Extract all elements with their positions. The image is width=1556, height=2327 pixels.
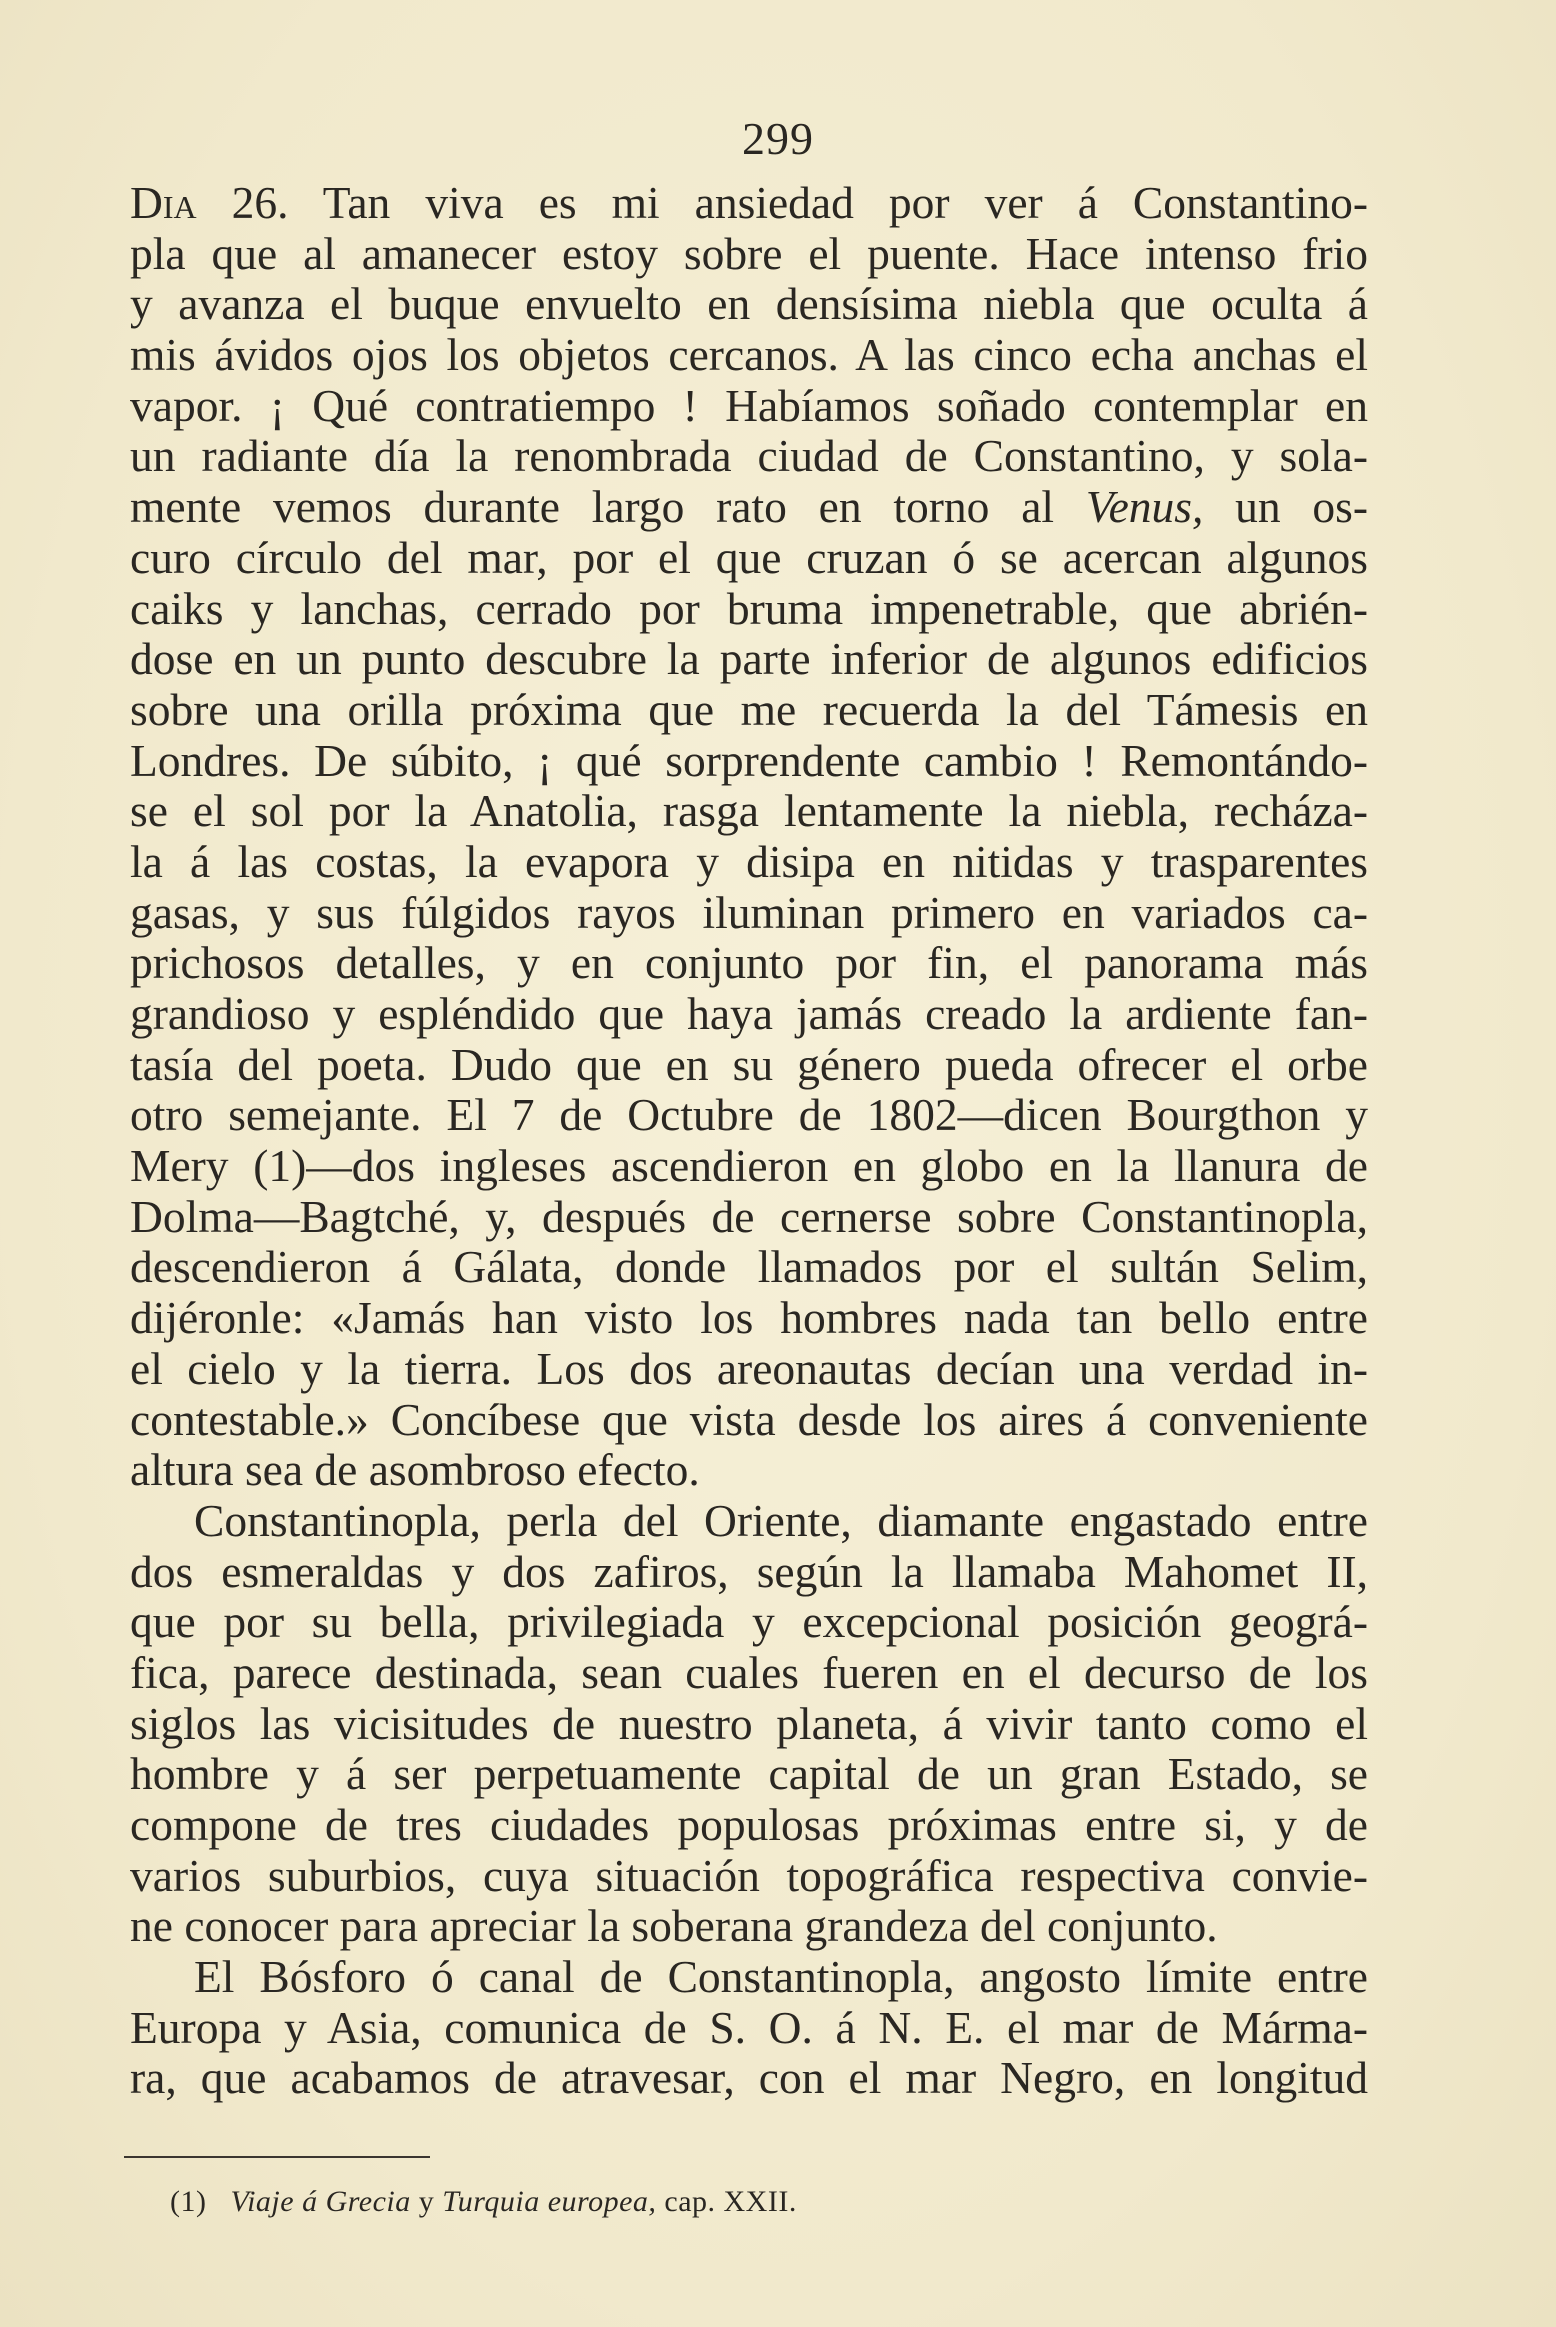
text-line (130, 431, 1368, 482)
line-text: vapor. ¡ Qué contratiempo ! Habíamos soñado contemplar en (130, 379, 1368, 431)
footnote-title-part2: Turquia europea, (442, 2185, 657, 2218)
text-line (130, 888, 1368, 939)
line-text: pla que al amanecer estoy sobre el puente. Hace intenso frio (130, 227, 1368, 279)
line-text: dos esmeraldas y dos zafiros, según la llamaba Mahomet II, (130, 1545, 1368, 1597)
text-line (130, 178, 1368, 229)
body-text (130, 178, 1368, 2104)
text-line (130, 1597, 1368, 1648)
text-line (130, 786, 1368, 837)
line-text: altura sea de asombroso efecto. (130, 1444, 700, 1496)
text-line (130, 1496, 1368, 1547)
text-line (130, 1395, 1368, 1446)
text-line (130, 685, 1368, 736)
line-text: compone de tres ciudades populosas próximas entre si, y de (130, 1799, 1368, 1850)
text-line (130, 1699, 1368, 1750)
line-text: caiks y lanchas, cerrado por bruma impenetrable, que abrién- (130, 582, 1368, 634)
line-text: dose en un punto descubre la parte inferior de algunos edificios (130, 633, 1368, 685)
text-line (130, 1040, 1368, 1091)
text-line (130, 1800, 1368, 1851)
line-text: un radiante día la renombrada ciudad de Constantino, y sola- (130, 430, 1368, 482)
text-line (130, 1242, 1368, 1293)
text-line (130, 1344, 1368, 1395)
line-text: Constantinopla, perla del Oriente, diamante engastado entre (194, 1494, 1368, 1546)
line-text-after: un os- (1203, 481, 1369, 533)
line-text: ne conocer para apreciar la soberana grandeza del conjunto. (130, 1900, 1218, 1952)
line-text: y avanza el buque envuelto en densísima niebla que oculta á (130, 278, 1368, 330)
line-text: curo círculo del mar, por el que cruzan ó se acercan algunos (130, 531, 1368, 583)
line-text: que por su bella, privilegiada y excepcional posición geográ- (130, 1596, 1368, 1648)
text-line (130, 2003, 1368, 2054)
paragraph (130, 178, 1368, 1496)
text-line (130, 2053, 1368, 2104)
footnote-reference: cap. XXII. (664, 2185, 797, 2218)
text-line (130, 1547, 1368, 1598)
line-text: Europa y Asia, comunica de S. O. á N. E. el mar de Márma- (130, 2001, 1368, 2053)
line-text: se el sol por la Anatolia, rasga lentamente la niebla, recháza- (130, 785, 1368, 837)
text-line (130, 533, 1368, 584)
text-line (130, 1901, 1368, 1952)
text-line (130, 1293, 1368, 1344)
line-text: gasas, y sus fúlgidos rayos iluminan primero en variados ca- (130, 886, 1368, 938)
footnote-title-part1: Viaje á Grecia (230, 2185, 411, 2218)
line-text: Dolma—Bagtché, y, después de cernerse sobre Constantinopla, (130, 1190, 1368, 1242)
ship-name: Venus, (1085, 481, 1204, 533)
paragraph (130, 1496, 1368, 1952)
text-line (130, 1749, 1368, 1800)
footnote-marker: (1) (170, 2185, 207, 2218)
text-line (130, 1648, 1368, 1699)
text-line (130, 1090, 1368, 1141)
paragraph (130, 1952, 1368, 2104)
text-line (130, 938, 1368, 989)
line-text: hombre y á ser perpetuamente capital de un gran Estado, se (130, 1748, 1368, 1800)
line-text: descendieron á Gálata, donde llamados por el sultán Selim, (130, 1241, 1368, 1293)
line-text: ra, que acabamos de atravesar, con el mar Negro, en longitud (130, 2052, 1368, 2104)
line-text: el cielo y la tierra. Los dos areonautas decían una verdad in- (130, 1342, 1368, 1394)
text-line (130, 482, 1368, 533)
line-text: grandioso y espléndido que haya jamás creado la ardiente fan- (130, 988, 1368, 1039)
page-number: 299 (742, 113, 814, 164)
line-text: tasía del poeta. Dudo que en su género pueda ofrecer el orbe (130, 1038, 1368, 1090)
line-text: sobre una orilla próxima que me recuerda la del Támesis en (130, 683, 1368, 735)
line-text: prichosos detalles, y en conjunto por fin, el panorama más (130, 937, 1368, 989)
text-line (130, 1851, 1368, 1902)
text-line (130, 837, 1368, 888)
line-text: Londres. De súbito, ¡ qué sorprendente cambio ! Remontándo- (130, 734, 1368, 786)
line-text: dijéronle: «Jamás han visto los hombres nada tan bello entre (130, 1292, 1368, 1344)
line-text: El Bósforo ó canal de Constantinopla, angosto límite entre (194, 1951, 1368, 2003)
line-text: 26. Tan viva es mi ansiedad por ver á Constantino- (196, 177, 1368, 228)
footnote-conjunction: y (418, 2185, 435, 2218)
text-line (130, 634, 1368, 685)
line-text: Mery (1)—dos ingleses ascendieron en globo en la llanura de (130, 1140, 1368, 1192)
line-text: contestable.» Concíbese que vista desde los aires á conveniente (130, 1393, 1368, 1445)
text-line (130, 381, 1368, 432)
line-text: fica, parece destinada, sean cuales fueren en el decurso de los (130, 1646, 1368, 1698)
text-line (130, 1952, 1368, 2003)
line-text: mis ávidos ojos los objetos cercanos. A las cinco echa anchas el (130, 329, 1368, 381)
entry-lead: Dia (130, 177, 197, 228)
line-text: varios suburbios, cuya situación topográfica respectiva convie- (130, 1849, 1368, 1901)
text-line (130, 584, 1368, 635)
text-line (130, 279, 1368, 330)
text-line (130, 1445, 1368, 1496)
footnote (170, 2185, 797, 2219)
line-text: mente vemos durante largo rato en torno al (130, 481, 1055, 533)
text-line (130, 989, 1368, 1040)
text-line (130, 1141, 1368, 1192)
text-line (130, 1192, 1368, 1243)
text-line (130, 229, 1368, 280)
text-line (130, 330, 1368, 381)
line-text: otro semejante. El 7 de Octubre de 1802—dicen Bourgthon y (130, 1089, 1368, 1141)
text-line (130, 736, 1368, 787)
line-text: siglos las vicisitudes de nuestro planeta, á vivir tanto como el (130, 1697, 1368, 1749)
line-text: la á las costas, la evapora y disipa en nitidas y trasparentes (130, 835, 1368, 887)
footnote-divider (124, 2156, 430, 2158)
